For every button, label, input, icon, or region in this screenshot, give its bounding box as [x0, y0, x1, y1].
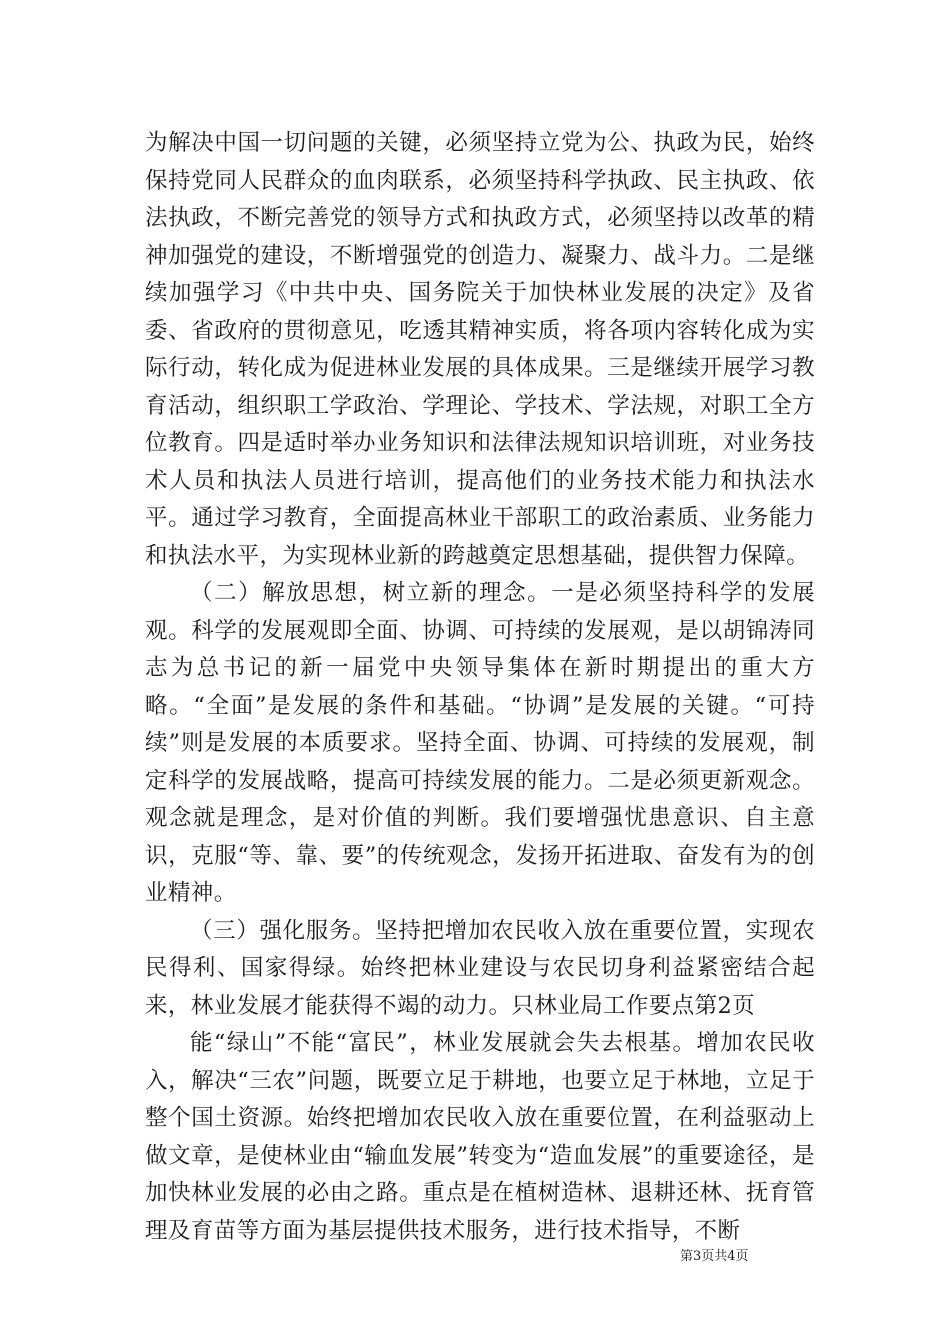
- paragraph-farmer-income: 能“绿山”不能“富民”，林业发展就会失去根基。增加农民收入，解决“三农”问题，既要立足于耕地，也要立足于林地，立足于整个国土资源。始终把增加农民收入放在重要位置，在利益驱动上做文章，是使林业由“输血发展”转变为“造血发展”的重要途径，是加快林业发展的必由之路。重点是在植树造林、退耕还林、抚育管理及育苗等方面为基层提供技术服务，进行技术指导，不断: [145, 1030, 815, 1244]
- page-number-footer: 第3页共4页: [680, 1249, 749, 1264]
- paragraph-continuation: 为解决中国一切问题的关键，必须坚持立党为公、执政为民，始终保持党同人民群众的血肉联系，必须坚持科学执政、民主执政、依法执政，不断完善党的领导方式和执政方式，必须坚持以改革的精神加强党的建设，不断增强党的创造力、凝聚力、战斗力。二是继续加强学习《中共中央、国务院关于加快林业发展的决定》及省委、省政府的贯彻意见，吃透其精神实质，将各项内容转化成为实际行动，转化成为促进林业发展的具体成果。三是继续开展学习教育活动，组织职工学政治、学理论、学技术、学法规，对职工全方位教育。四是适时举办业务知识和法律法规知识培训班，对业务技术人员和执法人员进行培训，提高他们的业务技术能力和执法水平。通过学习教育，全面提高林业干部职工的政治素质、业务能力和执法水平，为实现林业新的跨越奠定思想基础，提供智力保障。: [145, 130, 815, 569]
- document-body: [145, 125, 815, 1250]
- paragraph-section-two: （二）解放思想，树立新的理念。一是必须坚持科学的发展观。科学的发展观即全面、协调、可持续的发展观，是以胡锦涛同志为总书记的新一届党中央领导集体在新时期提出的重大方略。“全面”是发展的条件和基础。“协调”是发展的关键。“可持续”则是发展的本质要求。坚持全面、协调、可持续的发展观，制定科学的发展战略，提高可持续发展的能力。二是必须更新观念。观念就是理念，是对价值的判断。我们要增强忧患意识、自主意识，克服“等、靠、要”的传统观念，发扬开拓进取、奋发有为的创业精神。: [145, 580, 815, 906]
- paragraph-section-three: （三）强化服务。坚持把增加农民收入放在重要位置，实现农民得利、国家得绿。始终把林业建设与农民切身利益紧密结合起来，林业发展才能获得不竭的动力。只林业局工作要点第2页: [145, 917, 815, 1019]
